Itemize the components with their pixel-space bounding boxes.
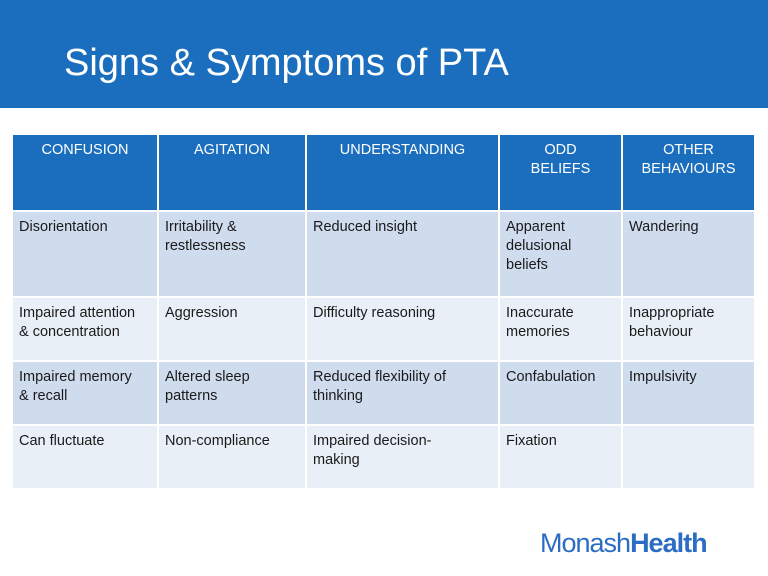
header-other-behaviours: OTHER BEHAVIOURS bbox=[623, 135, 754, 210]
symptoms-table bbox=[11, 133, 756, 490]
header-odd-beliefs: ODD BELIEFS bbox=[500, 135, 621, 210]
table-cell: Inappropriate behaviour bbox=[623, 298, 754, 360]
table-cell: Aggression bbox=[159, 298, 305, 360]
title-banner bbox=[0, 0, 768, 108]
table-cell: Fixation bbox=[500, 426, 621, 488]
header-understanding: UNDERSTANDING bbox=[307, 135, 498, 210]
table-cell bbox=[623, 426, 754, 488]
page-title: Signs & Symptoms of PTA bbox=[64, 42, 509, 84]
table-cell: Difficulty reasoning bbox=[307, 298, 498, 360]
table-row bbox=[13, 212, 754, 296]
table-header-row bbox=[13, 135, 754, 210]
table-cell: Irritability & restlessness bbox=[159, 212, 305, 296]
table-cell: Reduced insight bbox=[307, 212, 498, 296]
table-cell: Non-compliance bbox=[159, 426, 305, 488]
table-cell: Reduced flexibility of thinking bbox=[307, 362, 498, 424]
table-cell: Can fluctuate bbox=[13, 426, 157, 488]
table-cell: Impaired attention & concentration bbox=[13, 298, 157, 360]
table-cell: Altered sleep patterns bbox=[159, 362, 305, 424]
table-cell: Impaired decision- making bbox=[307, 426, 498, 488]
table-cell: Inaccurate memories bbox=[500, 298, 621, 360]
monash-health-logo: MonashHealth bbox=[540, 528, 707, 558]
table-row bbox=[13, 298, 754, 360]
header-confusion: CONFUSION bbox=[13, 135, 157, 210]
table-cell: Impulsivity bbox=[623, 362, 754, 424]
table-cell: Wandering bbox=[623, 212, 754, 296]
table-cell: Apparent delusional beliefs bbox=[500, 212, 621, 296]
table-cell: Impaired memory & recall bbox=[13, 362, 157, 424]
table-cell: Disorientation bbox=[13, 212, 157, 296]
header-agitation: AGITATION bbox=[159, 135, 305, 210]
table-row bbox=[13, 362, 754, 424]
table-row bbox=[13, 426, 754, 488]
table-cell: Confabulation bbox=[500, 362, 621, 424]
